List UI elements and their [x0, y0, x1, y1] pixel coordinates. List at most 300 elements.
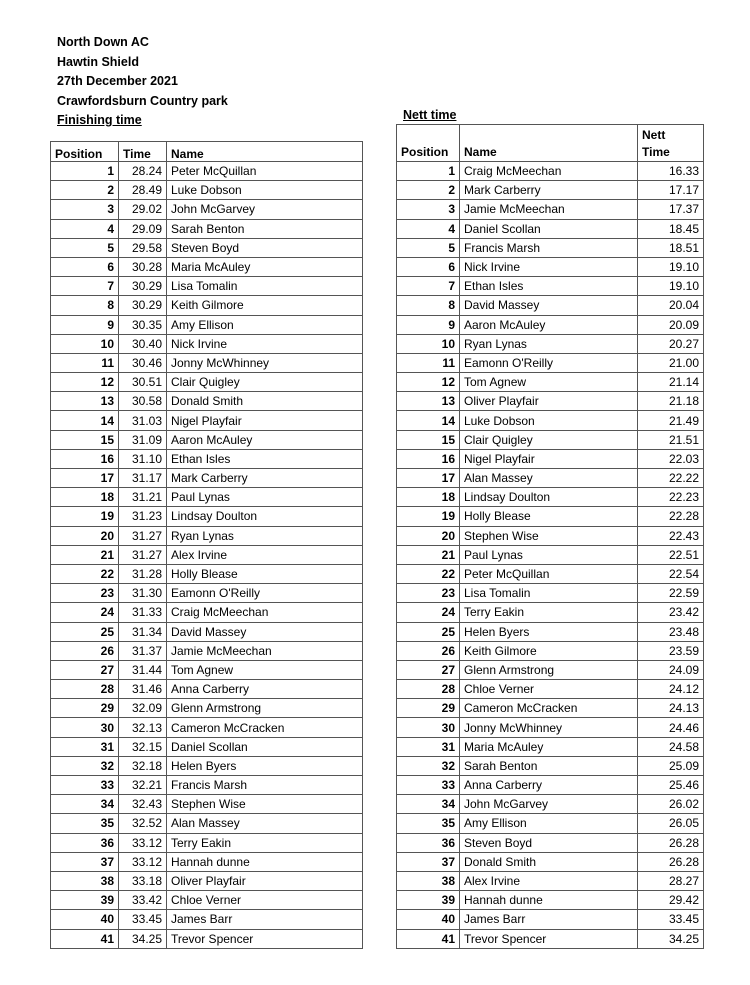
name-cell: Clair Quigley: [167, 373, 363, 392]
club-name: North Down AC: [57, 35, 149, 49]
time-cell: 30.35: [119, 315, 167, 334]
nett-time-cell: 26.28: [638, 852, 704, 871]
nett-time-table: [396, 124, 704, 949]
position-cell: 39: [51, 891, 119, 910]
time-cell: 31.44: [119, 660, 167, 679]
name-cell: Eamonn O'Reilly: [167, 584, 363, 603]
position-cell: 40: [51, 910, 119, 929]
position-cell: 28: [397, 680, 460, 699]
time-cell: 32.43: [119, 795, 167, 814]
nett-time-cell: 22.51: [638, 545, 704, 564]
table-row: [51, 795, 363, 814]
time-cell: 29.02: [119, 200, 167, 219]
position-cell: 23: [397, 584, 460, 603]
column-header-nett-time: Nett Time: [638, 125, 704, 162]
table-row: [397, 910, 704, 929]
name-cell: Clair Quigley: [460, 430, 638, 449]
time-cell: 31.46: [119, 680, 167, 699]
table-row: [397, 334, 704, 353]
name-cell: Daniel Scollan: [167, 737, 363, 756]
nett-time-cell: 24.58: [638, 737, 704, 756]
position-cell: 25: [397, 622, 460, 641]
nett-time-cell: 24.09: [638, 660, 704, 679]
table-row: [397, 680, 704, 699]
position-cell: 6: [397, 257, 460, 276]
name-cell: Tom Agnew: [167, 660, 363, 679]
table-row: [51, 526, 363, 545]
name-cell: Terry Eakin: [167, 833, 363, 852]
name-cell: Alex Irvine: [460, 871, 638, 890]
name-cell: James Barr: [460, 910, 638, 929]
nett-time-cell: 21.51: [638, 430, 704, 449]
name-cell: Cameron McCracken: [167, 718, 363, 737]
time-cell: 31.09: [119, 430, 167, 449]
position-cell: 28: [51, 680, 119, 699]
table-row: [51, 622, 363, 641]
position-cell: 7: [51, 277, 119, 296]
position-cell: 2: [397, 181, 460, 200]
table-header-row: [51, 142, 363, 162]
name-cell: Holly Blease: [460, 507, 638, 526]
table-row: [397, 833, 704, 852]
name-cell: Luke Dobson: [167, 181, 363, 200]
position-cell: 27: [397, 660, 460, 679]
position-cell: 15: [51, 430, 119, 449]
time-cell: 32.52: [119, 814, 167, 833]
table-row: [397, 411, 704, 430]
nett-time-cell: 22.54: [638, 564, 704, 583]
table-row: [397, 756, 704, 775]
table-header-row: [397, 125, 704, 162]
position-cell: 31: [51, 737, 119, 756]
name-cell: Cameron McCracken: [460, 699, 638, 718]
nett-time-cell: 24.13: [638, 699, 704, 718]
nett-time-cell: 22.43: [638, 526, 704, 545]
position-cell: 9: [397, 315, 460, 334]
position-cell: 32: [397, 756, 460, 775]
time-cell: 30.40: [119, 334, 167, 353]
position-cell: 10: [51, 334, 119, 353]
position-cell: 24: [51, 603, 119, 622]
name-cell: Francis Marsh: [460, 238, 638, 257]
name-cell: Jamie McMeechan: [460, 200, 638, 219]
position-cell: 14: [397, 411, 460, 430]
time-cell: 31.27: [119, 545, 167, 564]
table-row: [51, 411, 363, 430]
time-cell: 34.25: [119, 929, 167, 948]
table-row: [51, 277, 363, 296]
time-cell: 30.29: [119, 296, 167, 315]
nett-time-cell: 18.51: [638, 238, 704, 257]
table-row: [397, 641, 704, 660]
table-row: [51, 776, 363, 795]
nett-time-cell: 17.17: [638, 181, 704, 200]
nett-time-cell: 22.59: [638, 584, 704, 603]
position-cell: 38: [51, 871, 119, 890]
time-cell: 33.18: [119, 871, 167, 890]
position-cell: 7: [397, 277, 460, 296]
time-cell: 31.21: [119, 488, 167, 507]
name-cell: Glenn Armstrong: [167, 699, 363, 718]
time-cell: 29.58: [119, 238, 167, 257]
position-cell: 4: [397, 219, 460, 238]
position-cell: 17: [51, 469, 119, 488]
table-row: [51, 603, 363, 622]
nett-time-cell: 20.04: [638, 296, 704, 315]
name-cell: Jonny McWhinney: [460, 718, 638, 737]
name-cell: Anna Carberry: [167, 680, 363, 699]
table-row: [397, 660, 704, 679]
position-cell: 11: [51, 353, 119, 372]
name-cell: Oliver Playfair: [167, 871, 363, 890]
time-cell: 32.09: [119, 699, 167, 718]
name-cell: Luke Dobson: [460, 411, 638, 430]
position-cell: 35: [51, 814, 119, 833]
name-cell: Sarah Benton: [460, 756, 638, 775]
position-cell: 16: [397, 449, 460, 468]
table-row: [51, 699, 363, 718]
time-cell: 31.28: [119, 564, 167, 583]
table-row: [397, 315, 704, 334]
table-row: [397, 469, 704, 488]
position-cell: 5: [397, 238, 460, 257]
position-cell: 8: [397, 296, 460, 315]
name-cell: Donald Smith: [167, 392, 363, 411]
time-cell: 32.18: [119, 756, 167, 775]
position-cell: 29: [51, 699, 119, 718]
name-cell: Jamie McMeechan: [167, 641, 363, 660]
nett-time-cell: 26.02: [638, 795, 704, 814]
name-cell: Oliver Playfair: [460, 392, 638, 411]
position-cell: 36: [51, 833, 119, 852]
position-cell: 30: [51, 718, 119, 737]
table-row: [51, 737, 363, 756]
table-row: [397, 871, 704, 890]
position-cell: 4: [51, 219, 119, 238]
table-row: [397, 430, 704, 449]
name-cell: Alan Massey: [167, 814, 363, 833]
table-row: [397, 622, 704, 641]
name-cell: Ryan Lynas: [167, 526, 363, 545]
table-row: [51, 680, 363, 699]
name-cell: Tom Agnew: [460, 373, 638, 392]
position-cell: 18: [51, 488, 119, 507]
position-cell: 1: [51, 162, 119, 181]
table-row: [51, 392, 363, 411]
time-cell: 31.37: [119, 641, 167, 660]
nett-time-cell: 19.10: [638, 277, 704, 296]
table-row: [397, 392, 704, 411]
name-cell: Ethan Isles: [167, 449, 363, 468]
name-cell: Nigel Playfair: [167, 411, 363, 430]
position-cell: 41: [397, 929, 460, 948]
table-row: [51, 660, 363, 679]
table-row: [397, 219, 704, 238]
position-cell: 19: [397, 507, 460, 526]
position-cell: 19: [51, 507, 119, 526]
time-cell: 31.03: [119, 411, 167, 430]
nett-time-caption: Nett time: [403, 108, 457, 122]
position-cell: 31: [397, 737, 460, 756]
nett-time-cell: 23.42: [638, 603, 704, 622]
table-row: [51, 488, 363, 507]
table-row: [397, 162, 704, 181]
position-cell: 13: [51, 392, 119, 411]
table-row: [397, 373, 704, 392]
name-cell: Helen Byers: [460, 622, 638, 641]
position-cell: 33: [51, 776, 119, 795]
position-cell: 14: [51, 411, 119, 430]
table-row: [397, 603, 704, 622]
table-row: [397, 238, 704, 257]
name-cell: Eamonn O'Reilly: [460, 353, 638, 372]
table-row: [397, 353, 704, 372]
position-cell: 20: [397, 526, 460, 545]
position-cell: 35: [397, 814, 460, 833]
position-cell: 3: [51, 200, 119, 219]
position-cell: 11: [397, 353, 460, 372]
table-row: [397, 507, 704, 526]
nett-time-cell: 29.42: [638, 891, 704, 910]
nett-time-cell: 23.48: [638, 622, 704, 641]
time-cell: 31.10: [119, 449, 167, 468]
name-cell: Craig McMeechan: [460, 162, 638, 181]
name-cell: Nigel Playfair: [460, 449, 638, 468]
table-row: [51, 373, 363, 392]
event-date: 27th December 2021: [57, 74, 178, 88]
name-cell: Helen Byers: [167, 756, 363, 775]
position-cell: 12: [397, 373, 460, 392]
table-row: [51, 181, 363, 200]
time-cell: 32.21: [119, 776, 167, 795]
position-cell: 34: [397, 795, 460, 814]
position-cell: 34: [51, 795, 119, 814]
time-cell: 31.30: [119, 584, 167, 603]
name-cell: Lindsay Doulton: [167, 507, 363, 526]
venue: Crawfordsburn Country park: [57, 93, 228, 108]
document-header: [57, 33, 228, 131]
table-row: [51, 219, 363, 238]
name-cell: Trevor Spencer: [460, 929, 638, 948]
finishing-time-caption: Finishing time: [57, 113, 142, 127]
time-cell: 29.09: [119, 219, 167, 238]
nett-time-cell: 21.14: [638, 373, 704, 392]
time-cell: 31.34: [119, 622, 167, 641]
nett-time-cell: 34.25: [638, 929, 704, 948]
name-cell: David Massey: [460, 296, 638, 315]
position-cell: 33: [397, 776, 460, 795]
name-cell: John McGarvey: [460, 795, 638, 814]
position-cell: 29: [397, 699, 460, 718]
table-row: [397, 200, 704, 219]
position-cell: 16: [51, 449, 119, 468]
table-row: [51, 641, 363, 660]
name-cell: Paul Lynas: [460, 545, 638, 564]
table-row: [397, 718, 704, 737]
name-cell: Holly Blease: [167, 564, 363, 583]
nett-time-cell: 28.27: [638, 871, 704, 890]
name-cell: Stephen Wise: [460, 526, 638, 545]
name-cell: Aaron McAuley: [167, 430, 363, 449]
time-cell: 31.27: [119, 526, 167, 545]
name-cell: Jonny McWhinney: [167, 353, 363, 372]
table-row: [51, 507, 363, 526]
column-header-position: Position: [51, 142, 119, 162]
nett-time-cell: 19.10: [638, 257, 704, 276]
name-cell: Anna Carberry: [460, 776, 638, 795]
column-header-time: Time: [119, 142, 167, 162]
table-row: [397, 737, 704, 756]
time-cell: 32.13: [119, 718, 167, 737]
table-row: [397, 545, 704, 564]
name-cell: David Massey: [167, 622, 363, 641]
table-row: [51, 910, 363, 929]
nett-time-cell: 16.33: [638, 162, 704, 181]
name-cell: Alan Massey: [460, 469, 638, 488]
name-cell: Craig McMeechan: [167, 603, 363, 622]
position-cell: 37: [397, 852, 460, 871]
position-cell: 22: [397, 564, 460, 583]
table-row: [51, 469, 363, 488]
nett-time-cell: 17.37: [638, 200, 704, 219]
position-cell: 41: [51, 929, 119, 948]
time-cell: 33.45: [119, 910, 167, 929]
table-row: [397, 891, 704, 910]
table-row: [397, 488, 704, 507]
table-row: [397, 776, 704, 795]
position-cell: 40: [397, 910, 460, 929]
nett-time-cell: 26.28: [638, 833, 704, 852]
name-cell: Ethan Isles: [460, 277, 638, 296]
position-cell: 27: [51, 660, 119, 679]
table-row: [51, 545, 363, 564]
table-row: [397, 526, 704, 545]
table-row: [397, 296, 704, 315]
time-cell: 31.23: [119, 507, 167, 526]
name-cell: Maria McAuley: [167, 257, 363, 276]
finishing-time-table: [50, 141, 363, 949]
name-cell: Aaron McAuley: [460, 315, 638, 334]
table-row: [51, 430, 363, 449]
nett-time-cell: 21.00: [638, 353, 704, 372]
position-cell: 2: [51, 181, 119, 200]
position-cell: 13: [397, 392, 460, 411]
name-cell: Lisa Tomalin: [460, 584, 638, 603]
name-cell: Keith Gilmore: [167, 296, 363, 315]
nett-time-cell: 25.09: [638, 756, 704, 775]
nett-time-cell: 23.59: [638, 641, 704, 660]
table-row: [397, 564, 704, 583]
table-row: [51, 718, 363, 737]
nett-time-cell: 24.12: [638, 680, 704, 699]
table-row: [51, 564, 363, 583]
position-cell: 24: [397, 603, 460, 622]
table-row: [397, 814, 704, 833]
position-cell: 26: [397, 641, 460, 660]
nett-time-cell: 26.05: [638, 814, 704, 833]
table-row: [51, 353, 363, 372]
position-cell: 8: [51, 296, 119, 315]
time-cell: 30.58: [119, 392, 167, 411]
nett-time-cell: 20.09: [638, 315, 704, 334]
name-cell: Glenn Armstrong: [460, 660, 638, 679]
table-row: [397, 699, 704, 718]
time-cell: 33.12: [119, 852, 167, 871]
table-row: [51, 871, 363, 890]
nett-time-cell: 22.03: [638, 449, 704, 468]
position-cell: 3: [397, 200, 460, 219]
position-cell: 26: [51, 641, 119, 660]
time-cell: 30.46: [119, 353, 167, 372]
name-cell: Ryan Lynas: [460, 334, 638, 353]
position-cell: 1: [397, 162, 460, 181]
table-row: [397, 795, 704, 814]
name-cell: Trevor Spencer: [167, 929, 363, 948]
event-name: Hawtin Shield: [57, 54, 139, 69]
time-cell: 28.49: [119, 181, 167, 200]
table-row: [397, 449, 704, 468]
name-cell: Hannah dunne: [167, 852, 363, 871]
position-cell: 23: [51, 584, 119, 603]
position-cell: 21: [397, 545, 460, 564]
nett-time-cell: 33.45: [638, 910, 704, 929]
table-row: [51, 162, 363, 181]
position-cell: 25: [51, 622, 119, 641]
position-cell: 39: [397, 891, 460, 910]
table-row: [51, 200, 363, 219]
name-cell: Nick Irvine: [460, 257, 638, 276]
table-row: [51, 814, 363, 833]
time-cell: 30.28: [119, 257, 167, 276]
table-row: [51, 891, 363, 910]
table-row: [51, 315, 363, 334]
table-row: [397, 929, 704, 948]
name-cell: Mark Carberry: [167, 469, 363, 488]
position-cell: 5: [51, 238, 119, 257]
column-header-name: Name: [167, 142, 363, 162]
name-cell: Donald Smith: [460, 852, 638, 871]
name-cell: Alex Irvine: [167, 545, 363, 564]
table-row: [51, 334, 363, 353]
nett-time-cell: 22.23: [638, 488, 704, 507]
name-cell: Paul Lynas: [167, 488, 363, 507]
time-cell: 30.51: [119, 373, 167, 392]
table-row: [51, 296, 363, 315]
name-cell: Peter McQuillan: [460, 564, 638, 583]
table-row: [51, 852, 363, 871]
name-cell: Hannah dunne: [460, 891, 638, 910]
position-cell: 10: [397, 334, 460, 353]
table-row: [51, 833, 363, 852]
nett-time-cell: 21.49: [638, 411, 704, 430]
table-row: [397, 852, 704, 871]
position-cell: 36: [397, 833, 460, 852]
name-cell: Terry Eakin: [460, 603, 638, 622]
nett-time-cell: 25.46: [638, 776, 704, 795]
column-header-name: Name: [460, 125, 638, 162]
name-cell: Lisa Tomalin: [167, 277, 363, 296]
nett-time-cell: 22.28: [638, 507, 704, 526]
name-cell: Steven Boyd: [167, 238, 363, 257]
nett-time-cell: 18.45: [638, 219, 704, 238]
position-cell: 18: [397, 488, 460, 507]
table-row: [51, 756, 363, 775]
position-cell: 15: [397, 430, 460, 449]
nett-time-cell: 20.27: [638, 334, 704, 353]
time-cell: 31.17: [119, 469, 167, 488]
position-cell: 32: [51, 756, 119, 775]
name-cell: Mark Carberry: [460, 181, 638, 200]
